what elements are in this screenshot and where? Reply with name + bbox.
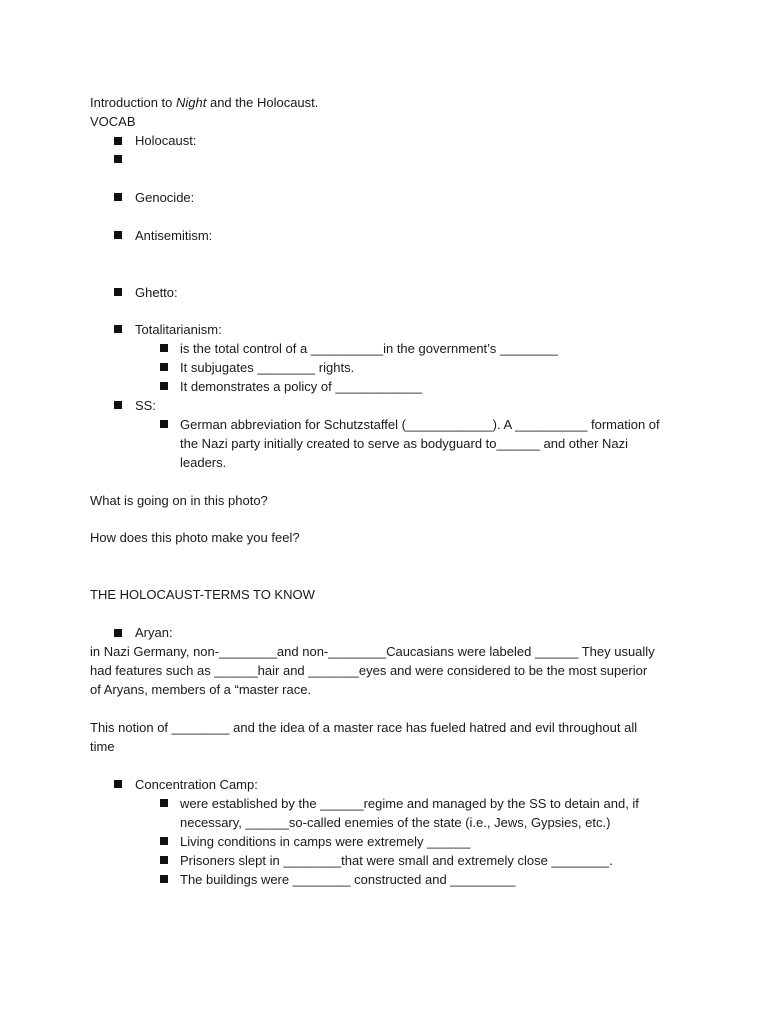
bullet-square-icon — [160, 420, 168, 428]
camp-item-continued: necessary, ______so-called enemies of the state (i.e., Jews, Gypsies, etc.) — [180, 815, 611, 830]
notion-text-line: This notion of ________ and the idea of a master race has fueled hatred and evil throughout all — [90, 720, 638, 735]
bullet-square-icon — [114, 231, 122, 239]
camp-item: The buildings were ________ constructed and _________ — [180, 872, 516, 887]
bullet-square-icon — [160, 799, 168, 807]
title-italic-book: Night — [176, 95, 207, 110]
bullet-square-icon — [114, 193, 122, 201]
term-aryan: Aryan: — [135, 625, 173, 640]
bullet-square-icon — [160, 875, 168, 883]
bullet-square-icon — [160, 363, 168, 371]
bullet-square-icon — [160, 856, 168, 864]
vocab-holocaust: Holocaust: — [135, 133, 197, 148]
bullet-square-icon — [160, 382, 168, 390]
photo-question: What is going on in this photo? — [90, 493, 268, 508]
aryan-text-line: of Aryans, members of a “master race. — [90, 682, 312, 697]
ss-definition-line: leaders. — [180, 455, 227, 470]
bullet-square-icon — [114, 288, 122, 296]
photo-question: How does this photo make you feel? — [90, 530, 300, 545]
totalitarianism-item: It demonstrates a policy of ____________ — [180, 379, 423, 394]
bullet-square-icon — [160, 837, 168, 845]
aryan-text-line: had features such as ______hair and _______eyes and were considered to be the most superior — [90, 663, 648, 678]
vocab-ghetto: Ghetto: — [135, 285, 178, 300]
camp-item: Prisoners slept in ________that were small and extremely close ________. — [180, 853, 613, 868]
ss-definition-line: German abbreviation for Schutzstaffel (____________). A __________ formation of — [180, 417, 660, 432]
vocab-genocide: Genocide: — [135, 190, 195, 205]
bullet-square-icon — [114, 401, 122, 409]
bullet-square-icon — [160, 344, 168, 352]
ss-definition-line: the Nazi party initially created to serve as bodyguard to______ and other Nazi — [180, 436, 629, 451]
bullet-square-icon — [114, 155, 122, 163]
bullet-square-icon — [114, 325, 122, 333]
camp-item: Living conditions in camps were extremely ______ — [180, 834, 471, 849]
bullet-square-icon — [114, 780, 122, 788]
notion-text-line: time — [90, 739, 115, 754]
totalitarianism-item: is the total control of a __________in the government’s ________ — [180, 341, 558, 356]
bullet-square-icon — [114, 137, 122, 145]
bullet-square-icon — [114, 629, 122, 637]
vocab-heading: VOCAB — [90, 114, 136, 129]
aryan-text-line: in Nazi Germany, non-________and non-________Caucasians were labeled ______ They usually — [90, 644, 655, 659]
term-concentration-camp: Concentration Camp: — [135, 777, 258, 792]
terms-heading: THE HOLOCAUST-TERMS TO KNOW — [90, 587, 315, 602]
title-prefix: Introduction to — [90, 95, 176, 110]
vocab-ss: SS: — [135, 398, 156, 413]
vocab-totalitarianism: Totalitarianism: — [135, 322, 222, 337]
vocab-antisemitism: Antisemitism: — [135, 228, 213, 243]
totalitarianism-item: It subjugates ________ rights. — [180, 360, 355, 375]
document-title — [90, 93, 318, 112]
camp-item: were established by the ______regime and managed by the SS to detain and, if — [180, 796, 639, 811]
title-suffix: and the Holocaust. — [206, 95, 319, 110]
